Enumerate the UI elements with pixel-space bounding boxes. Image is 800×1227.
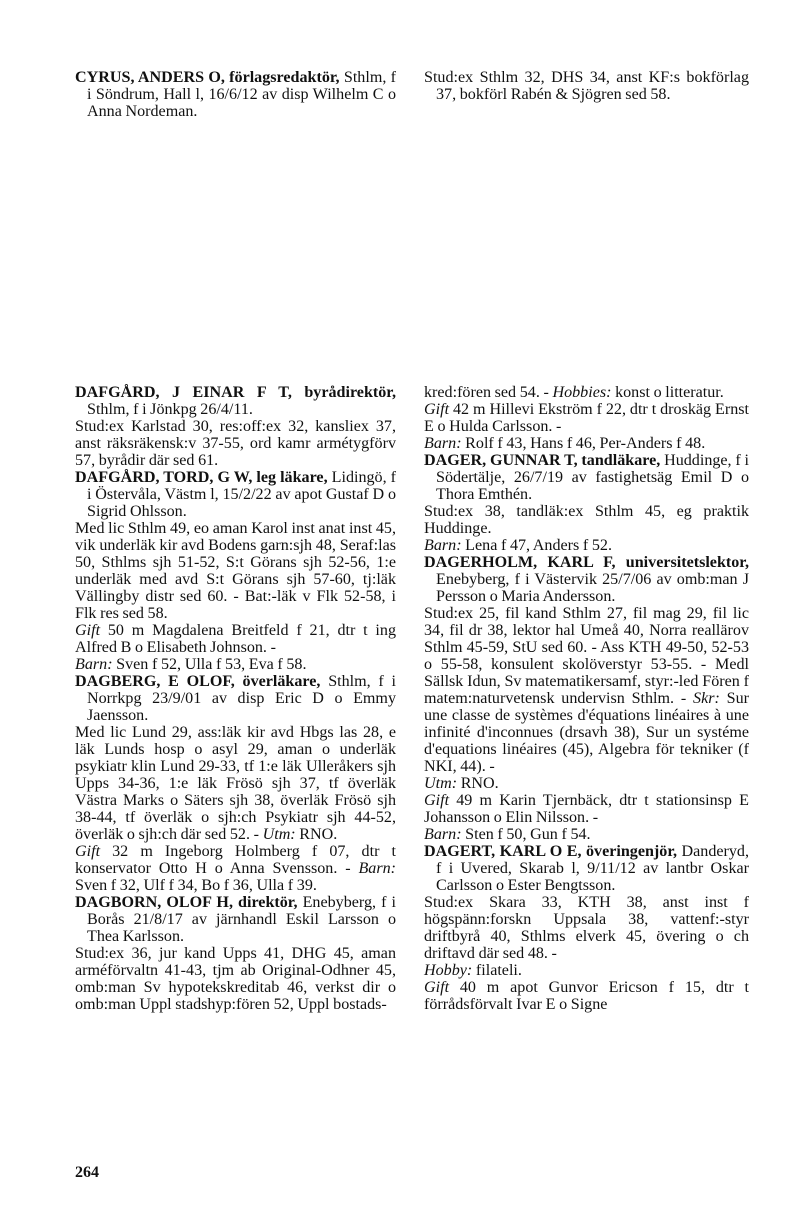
section-text: Med lic Sthlm 49, eo aman Karol inst anat inst 45, vik underläk kir avd Bodens garn:sjh 48, Seraf:las 50, Sthlms sjh 51-52, S:t Görans sjh 52-56, 1:e underläk med avd S:t Görans sjh 57-60, tj:läk Vällingby distr sed 60. - Bat:-läk v Flk 52-58, i Flk res sed 58. bbox=[75, 520, 396, 622]
biography-entry bbox=[75, 69, 396, 120]
biography-entry bbox=[75, 384, 396, 418]
section-text: kred:fören sed 54. - bbox=[424, 384, 549, 401]
section-text: Stud:ex 25, fil kand Sthlm 27, fil mag 29, fil lic 34, fil dr 38, lektor hal Umeå 40, Norra reallärov Sthlm 45-59, StU sed 60. - Ass KTH 49-50, 52-53 o 55-58, konsulent skolöverstyr 53-55. - Medl Sällsk Idun, Sv matematikersamf, styr:-led Fören f matem:naturvetensk undervisn Sthlm. - bbox=[424, 605, 749, 707]
biography-entry bbox=[424, 69, 749, 103]
section-label: Gift bbox=[424, 401, 450, 418]
entry-paragraph bbox=[75, 622, 396, 656]
section-text: RNO. bbox=[295, 826, 338, 843]
section-text: Stud:ex 38, tandläk:ex Sthlm 45, eg praktik Huddinge. bbox=[424, 503, 749, 537]
entry-heading: DAGBORN, OLOF H, direktör, bbox=[75, 894, 298, 911]
section-text: Stud:ex Karlstad 30, res:off:ex 32, kansliex 37, anst räksräkensk:v 37-55, ord kamr armétygförv 57, byrådir där sed 61. bbox=[75, 418, 396, 469]
section-text: filateli. bbox=[472, 962, 522, 979]
section-label: Gift bbox=[75, 843, 101, 860]
entry-paragraph bbox=[75, 656, 396, 673]
entry-paragraph bbox=[424, 435, 749, 452]
entry-paragraph bbox=[424, 605, 749, 775]
entry-paragraph bbox=[424, 384, 749, 401]
section-text: 32 m Ingeborg Holmberg f 07, dtr t konservator Otto H o Anna Svensson. - bbox=[75, 843, 396, 877]
section-text: 40 m apot Gunvor Ericson f 15, dtr t förrådsförvalt Ivar E o Signe bbox=[424, 979, 749, 1013]
section-label: Barn: bbox=[424, 435, 462, 452]
entry-intro: Sthlm, f i Jönkpg 26/4/11. bbox=[87, 401, 253, 418]
entry-paragraph bbox=[424, 894, 749, 962]
section-text: Rolf f 43, Hans f 46, Per-Anders f 48. bbox=[461, 435, 706, 452]
entry-paragraph bbox=[424, 826, 749, 843]
entry-paragraph bbox=[75, 724, 396, 843]
entry-column-top-right bbox=[424, 69, 749, 103]
entry-intro: Sthlm, f i Söndrum, Hall l, 16/6/12 av disp Wilhelm C o Anna Nordeman. bbox=[87, 69, 397, 120]
entry-paragraph bbox=[424, 503, 749, 537]
entry-paragraph bbox=[75, 520, 396, 622]
section-text: 42 m Hillevi Ekström f 22, dtr t droskäg Ernst E o Hulda Carlsson. - bbox=[424, 401, 749, 435]
page-number: 264 bbox=[75, 1164, 99, 1181]
entry-heading: CYRUS, ANDERS O, förlagsredaktör, bbox=[75, 69, 340, 86]
entry-heading: DAGERT, KARL O E, överingenjör, bbox=[424, 843, 678, 860]
section-label: Barn: bbox=[358, 860, 396, 877]
entry-heading: DAGER, GUNNAR T, tandläkare, bbox=[424, 452, 661, 469]
section-text: 50 m Magdalena Breitfeld f 21, dtr t ing Alfred B o Elisabeth Johnson. - bbox=[75, 622, 396, 656]
entry-intro: Huddinge, f i Södertälje, 26/7/19 av fastighetsäg Emil D o Thora Emthén. bbox=[436, 452, 749, 503]
section-label: Gift bbox=[424, 792, 450, 809]
section-label: Utm: bbox=[424, 775, 458, 792]
section-label: Hobby: bbox=[424, 962, 473, 979]
entry-heading: DAFGÅRD, TORD, G W, leg läkare, bbox=[75, 469, 328, 486]
entry-paragraph bbox=[424, 537, 749, 554]
entry-column-top-left bbox=[75, 69, 396, 120]
biography-entry bbox=[75, 894, 396, 945]
section-label: Barn: bbox=[75, 656, 113, 673]
section-label: Gift bbox=[75, 622, 101, 639]
entry-heading: DAFGÅRD, J EINAR F T, byrådirektör, bbox=[75, 384, 396, 401]
biography-entry bbox=[424, 554, 749, 605]
section-label: Gift bbox=[424, 979, 450, 996]
entry-intro: Stud:ex Sthlm 32, DHS 34, anst KF:s bokförlag 37, bokförl Rabén & Sjögren sed 58. bbox=[424, 69, 749, 103]
entry-intro: Enebyberg, f i Borås 21/8/17 av järnhandl Eskil Larsson o Thea Karlsson. bbox=[87, 894, 396, 945]
section-label: Hobbies: bbox=[552, 384, 612, 401]
biography-entry bbox=[424, 843, 749, 894]
entry-paragraph bbox=[424, 775, 749, 792]
section-label: Barn: bbox=[424, 537, 462, 554]
entry-paragraph bbox=[424, 962, 749, 979]
section-text: 49 m Karin Tjernbäck, dtr t stationsinsp E Johansson o Elin Nilsson. - bbox=[424, 792, 749, 826]
section-text: Sten f 50, Gun f 54. bbox=[461, 826, 591, 843]
entry-column-bottom-right bbox=[424, 384, 749, 1013]
entry-heading: DAGERHOLM, KARL F, universitetslektor, bbox=[424, 554, 749, 571]
section-text: Stud:ex 36, jur kand Upps 41, DHG 45, aman arméförvaltn 41-43, tjm ab Original-Odhner 45, omb:man Sv hypotekskreditab 46, verkst dir o omb:man Uppl stadshyp:fören 52, Uppl bostads- bbox=[75, 945, 396, 1013]
entry-intro: Enebyberg, f i Västervik 25/7/06 av omb:man J Persson o Maria Andersson. bbox=[436, 571, 749, 605]
entry-paragraph bbox=[75, 945, 396, 1013]
biography-entry bbox=[75, 469, 396, 520]
entry-intro: Sthlm, f i Norrkpg 23/9/01 av disp Eric D o Emmy Jaensson. bbox=[87, 673, 396, 724]
entry-paragraph bbox=[75, 843, 396, 894]
entry-paragraph bbox=[424, 792, 749, 826]
section-label: Barn: bbox=[424, 826, 462, 843]
biography-entry bbox=[75, 673, 396, 724]
entry-paragraph bbox=[424, 979, 749, 1013]
entry-paragraph bbox=[424, 401, 749, 435]
entry-intro: Danderyd, f i Uvered, Skarab l, 9/11/12 av lantbr Oskar Carlsson o Ester Bengtsson. bbox=[436, 843, 749, 894]
section-text: Sven f 52, Ulla f 53, Eva f 58. bbox=[112, 656, 307, 673]
section-text: Sur une classe de systèmes d'équations linéaires à une infinité d'inconnues (drsavh 38), Sur un systéme d'equations linéaires (45), Algebra för tekniker (f NKI, 44). - bbox=[424, 690, 750, 775]
section-text: Lena f 47, Anders f 52. bbox=[461, 537, 612, 554]
section-text: konst o litteratur. bbox=[611, 384, 724, 401]
entry-paragraph bbox=[75, 418, 396, 469]
section-label: Skr: bbox=[693, 690, 720, 707]
section-text: Sven f 32, Ulf f 34, Bo f 36, Ulla f 39. bbox=[75, 877, 317, 894]
entry-intro: Lidingö, f i Östervåla, Västm l, 15/2/22 av apot Gustaf D o Sigrid Ohlsson. bbox=[87, 469, 397, 520]
entry-heading: DAGBERG, E OLOF, överläkare, bbox=[75, 673, 321, 690]
section-text: RNO. bbox=[457, 775, 499, 792]
section-text: Med lic Lund 29, ass:läk kir avd Hbgs las 28, e läk Lunds hosp o asyl 29, aman o underläk psykiatr klin Lund 29-33, tf 1:e läk Ulleråkers sjh Upps 34-36, 1:e läk Frösö sjh 37, tf överläk Västra Marks o Säters sjh 38, överläk Frösö sjh 38-44, tf överläk o sjh:ch Psykiatr sjh 44-52, överläk o sjh:ch där sed 52. - bbox=[75, 724, 396, 843]
section-label: Utm: bbox=[262, 826, 296, 843]
section-text: Stud:ex Skara 33, KTH 38, anst inst f högspänn:forskn Uppsala 38, vattenf:-styr driftbyrå 40, Sthlms elverk 45, övering o ch driftavd där sed 48. - bbox=[424, 894, 749, 962]
biography-entry bbox=[424, 452, 749, 503]
entry-column-bottom-left bbox=[75, 384, 396, 1013]
